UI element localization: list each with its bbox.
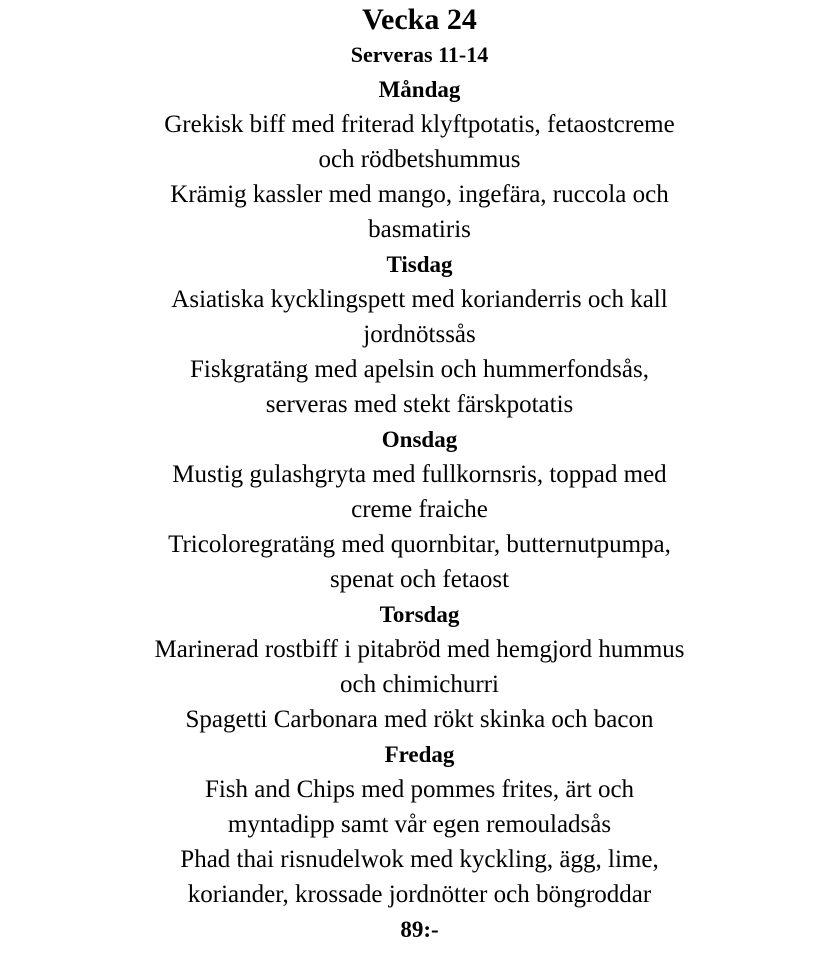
day-monday: [0, 72, 839, 247]
dish-line: basmatiris: [368, 216, 471, 243]
day-name: Måndag: [378, 77, 461, 102]
dish-line: serveras med stekt färskpotatis: [265, 391, 574, 418]
dish: [90, 842, 750, 912]
day-name: Torsdag: [379, 602, 460, 627]
dish: [90, 352, 750, 422]
day-name: Fredag: [384, 742, 455, 767]
day-name: Tisdag: [386, 252, 453, 277]
dish-line: Mustig gulashgryta med fullkornsris, toppad med: [172, 461, 667, 488]
dish-line: Fish and Chips med pommes frites, ärt och: [204, 776, 635, 803]
dish-line: och chimichurri: [340, 671, 499, 698]
dish-line: myntadipp samt vår egen remouladsås: [227, 811, 612, 838]
dish-line: creme fraiche: [351, 496, 488, 523]
dish: [90, 702, 750, 737]
dish: [90, 107, 750, 177]
dish-line: Fiskgratäng med apelsin och hummerfondsås,: [190, 356, 649, 383]
price: 89:-: [400, 917, 439, 942]
dish: [90, 457, 750, 527]
day-friday: [0, 737, 839, 912]
dish-line: Phad thai risnudelwok med kyckling, ägg, lime,: [180, 846, 659, 873]
day-wednesday: [0, 422, 839, 597]
day-name: Onsdag: [381, 427, 458, 452]
dish: [90, 177, 750, 247]
dish-line: jordnötssås: [363, 321, 476, 348]
dish: [90, 772, 750, 842]
dish-line: Asiatiska kycklingspett med korianderris och kall: [171, 286, 668, 313]
dish-line: koriander, krossade jordnötter och böngroddar: [187, 881, 652, 908]
dish: [90, 632, 750, 702]
dish-line: spenat och fetaost: [329, 566, 510, 593]
dish-line: Grekisk biff med friterad klyftpotatis, fetaostcreme: [164, 111, 675, 138]
dish-line: Tricoloregratäng med quornbitar, butternutpumpa,: [168, 531, 671, 558]
dish-line: Spagetti Carbonara med rökt skinka och bacon: [185, 706, 654, 733]
dish-line: Krämig kassler med mango, ingefära, ruccola och: [170, 181, 669, 208]
day-thursday: [0, 597, 839, 737]
dish-line: Marinerad rostbiff i pitabröd med hemgjord hummus: [154, 636, 685, 663]
day-tuesday: [0, 247, 839, 422]
dish: [90, 282, 750, 352]
menu-title: Vecka 24: [362, 3, 477, 36]
dish: [90, 527, 750, 597]
serving-hours: Serveras 11-14: [350, 42, 489, 67]
dish-line: och rödbetshummus: [318, 146, 521, 173]
